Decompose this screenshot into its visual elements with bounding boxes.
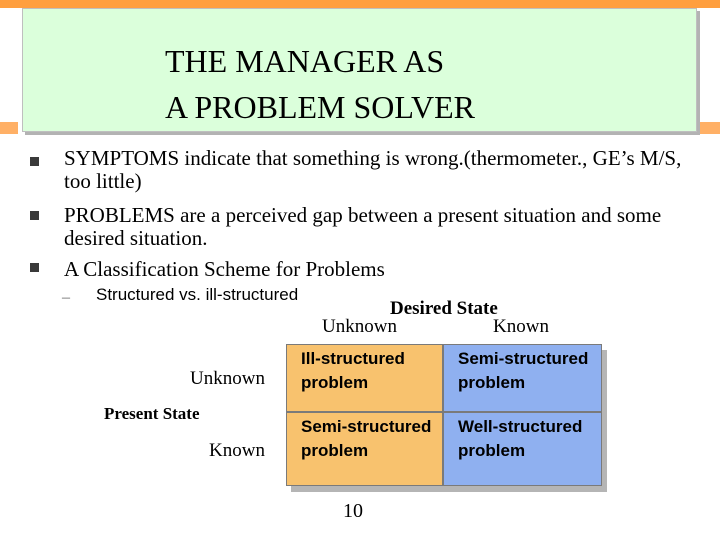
top-accent-bar bbox=[0, 0, 720, 8]
present-state-label: Present State bbox=[104, 404, 200, 423]
bullet-3-text: A Classification Scheme for Problems bbox=[64, 257, 385, 281]
left-accent-bar bbox=[0, 122, 18, 134]
page-number: 10 bbox=[343, 500, 363, 522]
dash-bullet: – bbox=[62, 289, 70, 306]
title-line-1: THE MANAGER AS bbox=[165, 43, 445, 79]
cell-semi-structured-top bbox=[443, 344, 602, 412]
cell-text: Well-structured problem bbox=[458, 417, 583, 460]
cell-text: Semi-structured problem bbox=[458, 349, 589, 392]
right-accent-bar bbox=[698, 122, 720, 134]
bullet-1-text: SYMPTOMS indicate that something is wrong.(thermometer., GE’s M/S, too little) bbox=[64, 146, 682, 193]
cell-semi-structured-bottom bbox=[286, 412, 443, 486]
square-bullet-icon bbox=[30, 263, 39, 272]
sub-bullet-text: Structured vs. ill-structured bbox=[96, 285, 299, 304]
desired-state-label: Desired State bbox=[390, 298, 498, 319]
square-bullet-icon bbox=[30, 211, 39, 220]
row-header-unknown: Unknown bbox=[190, 368, 265, 389]
row-header-known: Known bbox=[209, 440, 265, 461]
bullet-2-text: PROBLEMS are a perceived gap between a present situation and some desired situation. bbox=[64, 203, 662, 250]
cell-well-structured bbox=[443, 412, 602, 486]
title-line-2: A PROBLEM SOLVER bbox=[165, 89, 475, 125]
column-header-known: Known bbox=[493, 316, 549, 337]
cell-ill-structured bbox=[286, 344, 443, 412]
cell-text: Ill-structured problem bbox=[301, 349, 405, 392]
square-bullet-icon bbox=[30, 157, 39, 166]
title-box bbox=[22, 8, 697, 132]
column-header-unknown: Unknown bbox=[322, 316, 397, 337]
cell-text: Semi-structured problem bbox=[301, 417, 432, 460]
